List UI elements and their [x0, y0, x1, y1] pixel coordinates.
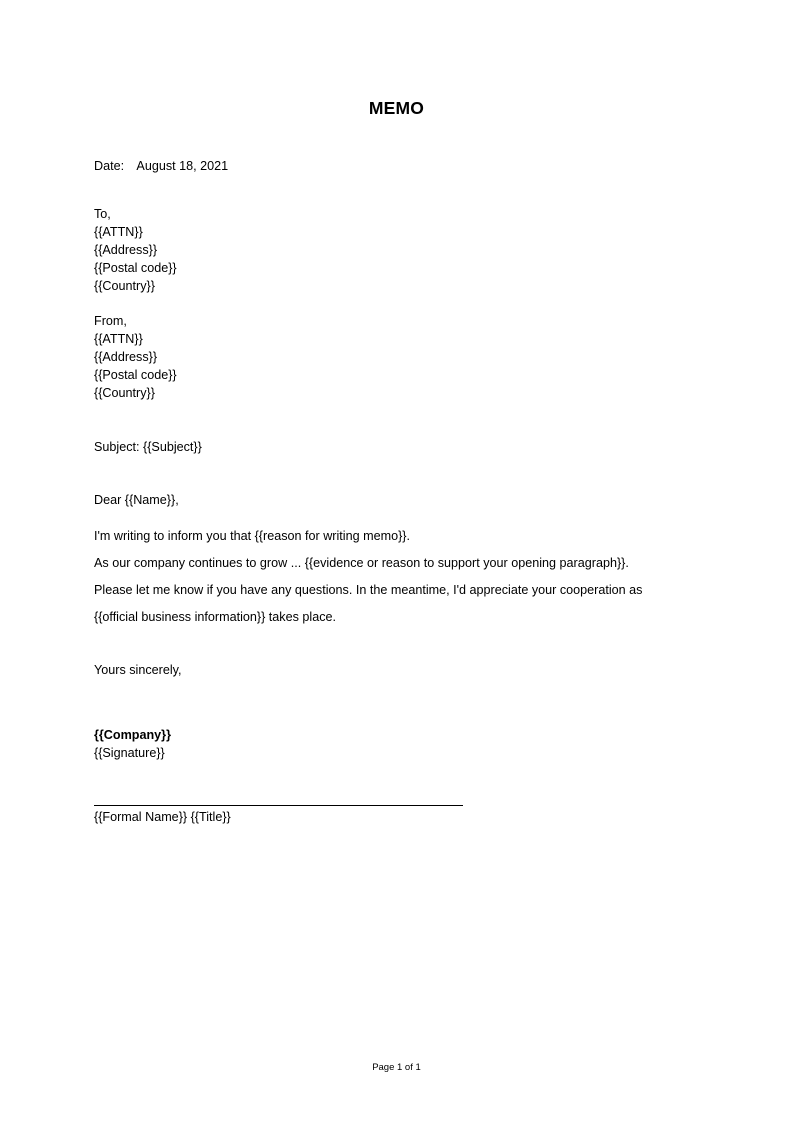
to-address: {{Address}} [94, 243, 158, 257]
formal-name-title: {{Formal Name}} {{Title}} [94, 810, 231, 824]
page-number: Page 1 of 1 [372, 1062, 421, 1073]
closing: Yours sincerely, [94, 663, 182, 677]
date-line [94, 159, 228, 173]
from-heading: From, [94, 314, 127, 328]
to-postal-code: {{Postal code}} [94, 261, 177, 275]
body-line: As our company continues to grow ... {{evidence or reason to support your opening paragraph}}. [94, 556, 629, 570]
date-value: August 18, 2021 [136, 159, 229, 173]
from-attn: {{ATTN}} [94, 332, 143, 346]
date-label: Date: [94, 159, 125, 173]
from-country: {{Country}} [94, 386, 155, 400]
salutation: Dear {{Name}}, [94, 493, 179, 507]
from-postal-code: {{Postal code}} [94, 368, 177, 382]
from-address: {{Address}} [94, 350, 158, 364]
body-line: Please let me know if you have any questions. In the meantime, I'd appreciate your cooperation as [94, 583, 643, 597]
to-country: {{Country}} [94, 279, 155, 293]
body-line: I'm writing to inform you that {{reason for writing memo}}. [94, 529, 410, 543]
to-heading: To, [94, 207, 111, 221]
memo-title: MEMO [368, 98, 425, 118]
signature-placeholder: {{Signature}} [94, 746, 165, 760]
to-attn: {{ATTN}} [94, 225, 143, 239]
subject-line: Subject: {{Subject}} [94, 440, 202, 454]
body-line: {{official business information}} takes place. [94, 610, 336, 624]
company-name: {{Company}} [94, 728, 171, 742]
signature-rule [94, 805, 463, 806]
